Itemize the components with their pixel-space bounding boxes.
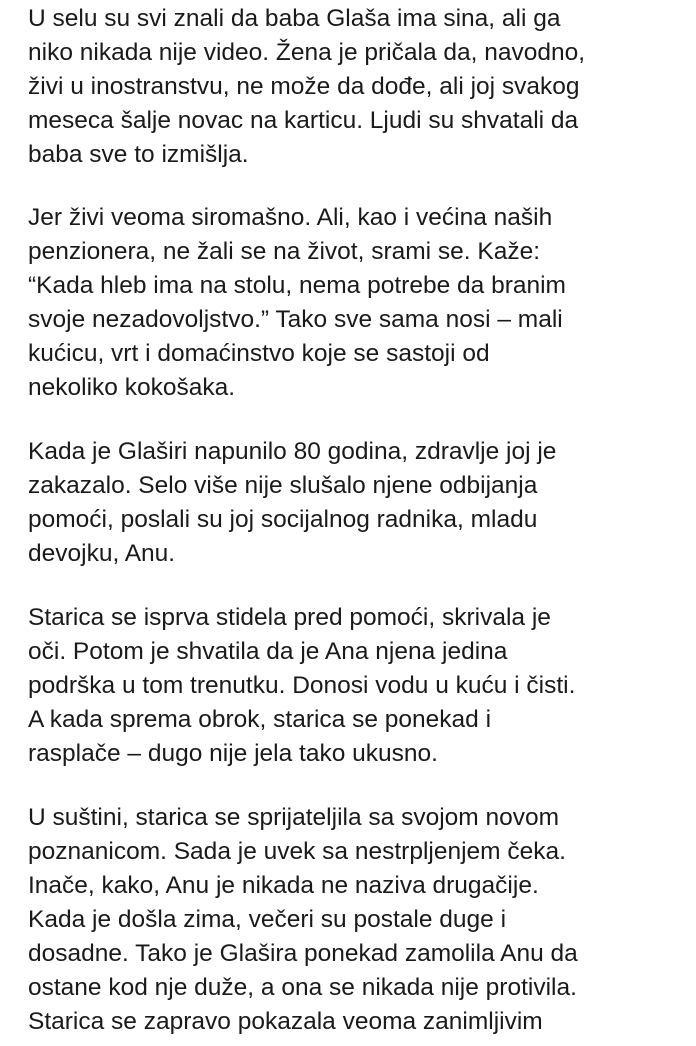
- text-line: rasplače – dugo nije jela tako ukusno.: [28, 740, 438, 767]
- text-line: Inače, kako, Anu je nikada ne naziva drugačije.: [28, 872, 539, 899]
- text-line: A kada sprema obrok, starica se ponekad i: [28, 706, 492, 733]
- text-line: Starica se zapravo pokazala veoma zanimljivim: [28, 1008, 543, 1035]
- text-line: živi u inostranstvu, ne može da dođe, ali joj svakog: [28, 73, 580, 100]
- text-line: U selu su svi znali da baba Glaša ima sina, ali ga: [28, 5, 561, 32]
- text-line: kućicu, vrt i domaćinstvo koje se sastoji od: [28, 340, 490, 367]
- text-line: U suštini, starica se sprijateljila sa svojom novom: [28, 804, 560, 831]
- text-line: penzionera, ne žali se na život, srami se. Kaže:: [28, 238, 541, 265]
- text-line: svoje nezadovoljstvo.” Tako sve sama nosi – mali: [28, 306, 563, 333]
- text-line: “Kada hleb ima na stolu, nema potrebe da branim: [28, 272, 566, 299]
- paragraph-2: [28, 201, 688, 405]
- text-line: niko nikada nije video. Žena je pričala da, navodno,: [28, 39, 586, 66]
- text-line: meseca šalje novac na karticu. Ljudi su shvatali da: [28, 107, 579, 134]
- text-line: ostane kod nje duže, a ona se nikada nije protivila.: [28, 974, 577, 1001]
- text-line: dosadne. Tako je Glašira ponekad zamolila Anu da: [28, 940, 578, 967]
- text-line: Starica se isprva stidela pred pomoći, skrivala je: [28, 604, 551, 631]
- text-line: podrška u tom trenutku. Donosi vodu u kuću i čisti.: [28, 672, 576, 699]
- text-line: Kada je došla zima, večeri su postale duge i: [28, 906, 507, 933]
- text-line: nekoliko kokošaka.: [28, 374, 236, 401]
- paragraph-1: [28, 2, 688, 172]
- text-line: pomoći, poslali su joj socijalnog radnika, mladu: [28, 506, 538, 533]
- paragraph-4: [28, 601, 688, 771]
- text-line: zakazalo. Selo više nije slušalo njene odbijanja: [28, 472, 538, 499]
- paragraph-3: [28, 435, 688, 571]
- text-line: devojku, Anu.: [28, 540, 176, 567]
- text-line: Kada je Glaširi napunilo 80 godina, zdravlje joj je: [28, 438, 557, 465]
- paragraph-5: [28, 801, 688, 1039]
- text-line: oči. Potom je shvatila da je Ana njena jedina: [28, 638, 508, 665]
- text-line: poznanicom. Sada je uvek sa nestrpljenjem čeka.: [28, 838, 566, 865]
- text-line: Jer živi veoma siromašno. Ali, kao i većina naših: [28, 204, 553, 231]
- text-line: baba sve to izmišlja.: [28, 141, 249, 168]
